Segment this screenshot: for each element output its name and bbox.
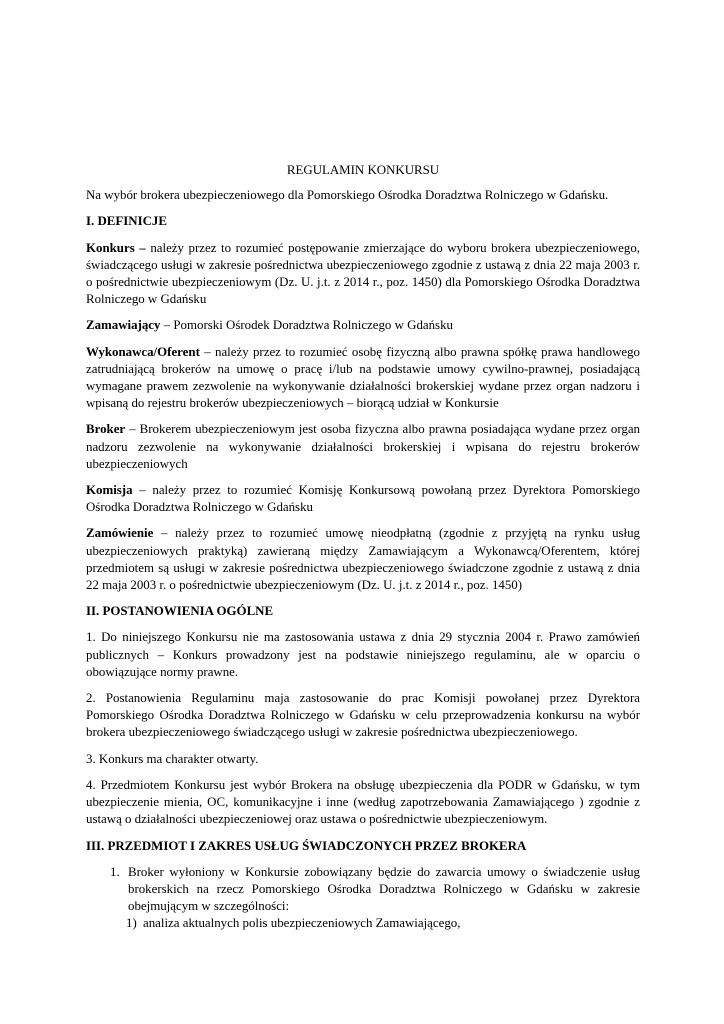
- definition-text: – należy przez to rozumieć osobę fizyczną albo prawna spółkę prawa handlowego zatrudniającą brokerów na umowę o pracę i/lub na podstawie umowy cywilno-prawnej, posiadającą wymagane prawem zezwolenie na wykonywanie działalności brokerskiej wydane przez organ nadzoru i wpisaną do rejestru brokerów ubezpieczeniowych – biorącą udział w Konkursie: [86, 344, 640, 411]
- section-heading-general: II. POSTANOWIENIA OGÓLNE: [86, 604, 274, 619]
- definition-text: – Pomorski Ośrodek Doradztwa Rolniczego w Gdańsku: [160, 318, 453, 333]
- definition-term: Broker: [86, 422, 126, 437]
- document-title: REGULAMIN KONKURSU: [286, 163, 440, 177]
- definition-term: Komisja: [86, 483, 133, 498]
- definition-konkurs: [86, 240, 640, 309]
- definition-term: Zamówienie: [86, 526, 154, 541]
- scope-item-text: Broker wyłoniony w Konkursie zobowiązany będzie do zawarcia umowy o świadczenie usług brokerskich na rzecz Pomorskiego Ośrodka Doradztwa Rolniczego w Gdańsku w zakresie obejmującym w szczególności:: [128, 864, 640, 914]
- scope-sub-item-number: 1): [126, 916, 137, 931]
- definition-zamowienie: [86, 525, 640, 594]
- section-heading-definitions: I. DEFINICJE: [86, 214, 167, 229]
- definition-term: Zamawiający: [86, 318, 161, 333]
- definition-term: Wykonawca/Oferent: [86, 344, 200, 359]
- general-paragraph-2: 2. Postanowienia Regulaminu maja zastosowanie do prac Komisji powołanej przez Dyrektora Pomorskiego Ośrodka Doradztwa Rolniczego w Gdańsku w celu przeprowadzenia konkursu na wybór brokera ubezpieczeniowego świadczącego usługi w zakresie pośrednictwa ubezpieczeniowego.: [86, 691, 640, 740]
- definition-zamawiajacy: [86, 317, 640, 334]
- definition-text: – należy przez to rozumieć Komisję Konkursową powołaną przez Dyrektora Pomorskiego Ośrodka Doradztwa Rolniczego w Gdańsku: [86, 483, 640, 515]
- definition-text: należy przez to rozumieć postępowanie zmierzające do wyboru brokera ubezpieczeniowego, świadczącego usługi w zakresie pośrednictwa ubezpieczeniowego zgodnie z ustawą z dnia 22 maja 2003 r. o pośrednictwie ubezpieczeniowym (Dz. U. j.t. z 2014 r., poz. 1450) dla Pomorskiego Ośrodka Doradztwa Rolniczego w Gdańsku: [86, 240, 640, 307]
- definition-komisja: [86, 482, 640, 516]
- definition-broker: [86, 421, 640, 473]
- scope-sub-item: [86, 915, 640, 932]
- general-paragraph-3: 3. Konkurs ma charakter otwarty.: [86, 751, 259, 766]
- scope-sub-item-text: analiza aktualnych polis ubezpieczeniowych Zamawiającego,: [143, 916, 461, 931]
- general-paragraph-4: 4. Przedmiotem Konkursu jest wybór Brokera na obsługę ubezpieczenia dla PODR w Gdańsku, w tym ubezpieczenie mienia, OC, komunikacyjne i inne (według zapotrzebowania Zamawiającego ) zgodnie z ustawą o działalności ubezpieczeniowej oraz ustawa o pośrednictwie ubezpieczeniowym.: [86, 777, 640, 827]
- section-heading-scope: III. PRZEDMIOT I ZAKRES USŁUG ŚWIADCZONYCH PRZEZ BROKERA: [86, 838, 527, 853]
- scope-list-item: [86, 864, 640, 916]
- document-page: [86, 162, 640, 933]
- definition-term: Konkurs –: [86, 240, 146, 255]
- definition-wykonawca: [86, 344, 640, 413]
- general-paragraph-1: 1. Do niniejszego Konkursu nie ma zastosowania ustawa z dnia 29 stycznia 2004 r. Prawo zamówień publicznych – Konkurs prowadzony jest na podstawie niniejszego regulaminu, ale w oparciu o obowiązujące normy prawne.: [86, 630, 640, 679]
- definition-text: – należy przez to rozumieć umowę nieodpłatną (zgodnie z przyjętą na rynku usług ubezpieczeniowych praktyką) zawieraną między Zamawiającym a Wykonawcą/Oferentem, której przedmiotem są usługi w zakresie pośrednictwa ubezpieczeniowego świadczone zgodnie z ustawą z dnia 22 maja 2003 r. o pośrednictwie ubezpieczeniowym (Dz. U. j.t. z 2014 r., poz. 1450): [86, 526, 640, 593]
- definition-text: – Brokerem ubezpieczeniowym jest osoba fizyczna albo prawna posiadająca wydane przez organ nadzoru zezwolenie na wykonywanie działalności brokerskiej i wpisana do rejestru brokerów ubezpieczeniowych: [86, 422, 640, 471]
- intro-paragraph: Na wybór brokera ubezpieczeniowego dla Pomorskiego Ośrodka Doradztwa Rolniczego w Gdańsku.: [86, 188, 609, 203]
- scope-list: [86, 864, 640, 933]
- scope-item-number: 1.: [110, 864, 120, 879]
